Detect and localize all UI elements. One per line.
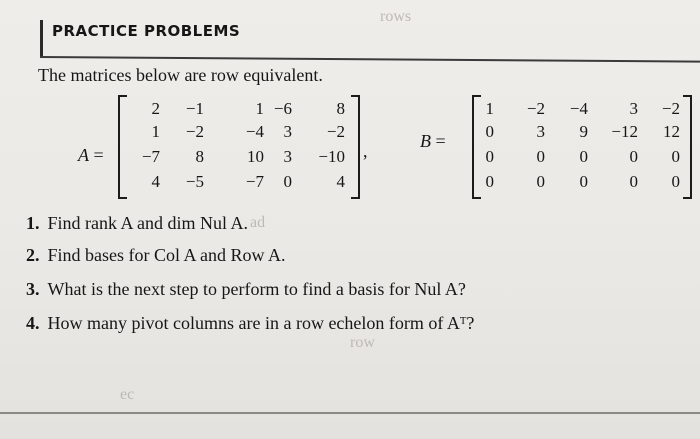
matrix-a-left-bracket: [118, 95, 127, 199]
matrix-cell: −6: [273, 99, 292, 118]
matrix-cell: 12: [663, 122, 680, 141]
matrix-cell: 0: [536, 172, 545, 191]
matrix-cell: 1: [485, 99, 494, 118]
matrix-cell: −2: [185, 122, 204, 141]
matrix-cell: −2: [326, 122, 345, 141]
matrix-cell: 3: [283, 122, 292, 141]
matrix-cell: 9: [579, 122, 588, 141]
matrix-cell: 4: [151, 172, 160, 191]
matrix-cell: 2: [151, 99, 160, 118]
header-rule: [40, 56, 700, 63]
question-text: Find rank A and dim Nul A.: [47, 213, 249, 233]
matrix-cell: −4: [569, 99, 588, 118]
question-text: What is the next step to perform to find a basis for Nul A?: [47, 279, 466, 299]
header-accent-bar: [40, 20, 43, 58]
matrix-a-equals: =: [93, 145, 104, 165]
matrix-cell: 8: [195, 147, 204, 166]
matrix-b-left-bracket: [472, 95, 481, 199]
matrix-cell: 1: [151, 122, 160, 141]
question-item: [26, 279, 466, 300]
matrix-cell: −7: [141, 147, 160, 166]
question-number: 4.: [26, 313, 40, 333]
bleed-through-text: ec: [120, 386, 135, 403]
matrix-b-right-bracket: [683, 95, 692, 199]
matrix-cell: −7: [245, 172, 264, 191]
matrix-cell: 0: [485, 122, 494, 141]
intro-text: The matrices below are row equivalent.: [38, 65, 323, 85]
matrix-cell: 10: [247, 147, 264, 166]
matrix-cell: 3: [629, 99, 638, 118]
question-item: [26, 245, 286, 266]
bleed-through-text: ad: [250, 214, 266, 231]
matrix-a-right-bracket: [351, 95, 360, 199]
matrix-cell: 0: [671, 172, 680, 191]
matrix-b-name: B: [420, 131, 431, 151]
matrix-cell: 0: [629, 172, 638, 191]
page-bottom-rule: [0, 412, 700, 414]
bleed-through-text: row: [350, 334, 375, 351]
matrix-cell: 0: [283, 172, 292, 191]
question-number: 2.: [26, 245, 40, 265]
question-number: 1.: [26, 213, 40, 233]
matrix-b-label: [420, 131, 446, 152]
matrix-cell: 0: [485, 147, 494, 166]
matrix-cell: 1: [255, 99, 264, 118]
matrix-cell: 0: [485, 172, 494, 191]
matrix-cell: 0: [536, 147, 545, 166]
matrix-separator-comma: ,: [363, 141, 368, 161]
matrix-cell: 4: [336, 172, 345, 191]
matrix-cell: 3: [283, 147, 292, 166]
matrix-cell: 0: [629, 147, 638, 166]
matrix-b-equals: =: [435, 131, 446, 151]
bleed-through-text: rows: [380, 8, 412, 25]
question-number: 3.: [26, 279, 40, 299]
section-title: PRACTICE PROBLEMS: [52, 22, 241, 40]
question-text: How many pivot columns are in a row echelon form of Aᵀ?: [47, 313, 475, 333]
matrix-cell: −10: [318, 147, 345, 166]
matrix-cell: 3: [536, 122, 545, 141]
question-item: [26, 313, 474, 334]
matrix-cell: −2: [661, 99, 680, 118]
matrix-cell: 8: [336, 99, 345, 118]
question-item: [26, 213, 248, 234]
matrix-cell: −5: [185, 172, 204, 191]
matrix-cell: 0: [579, 172, 588, 191]
matrix-cell: 0: [671, 147, 680, 166]
matrix-cell: −1: [185, 99, 204, 118]
matrix-cell: −4: [245, 122, 264, 141]
question-text: Find bases for Col A and Row A.: [47, 245, 286, 265]
matrix-cell: −2: [526, 99, 545, 118]
matrix-cell: 0: [579, 147, 588, 166]
matrix-a-label: [78, 145, 104, 166]
matrix-a-name: A: [78, 145, 89, 165]
matrix-cell: −12: [611, 122, 638, 141]
